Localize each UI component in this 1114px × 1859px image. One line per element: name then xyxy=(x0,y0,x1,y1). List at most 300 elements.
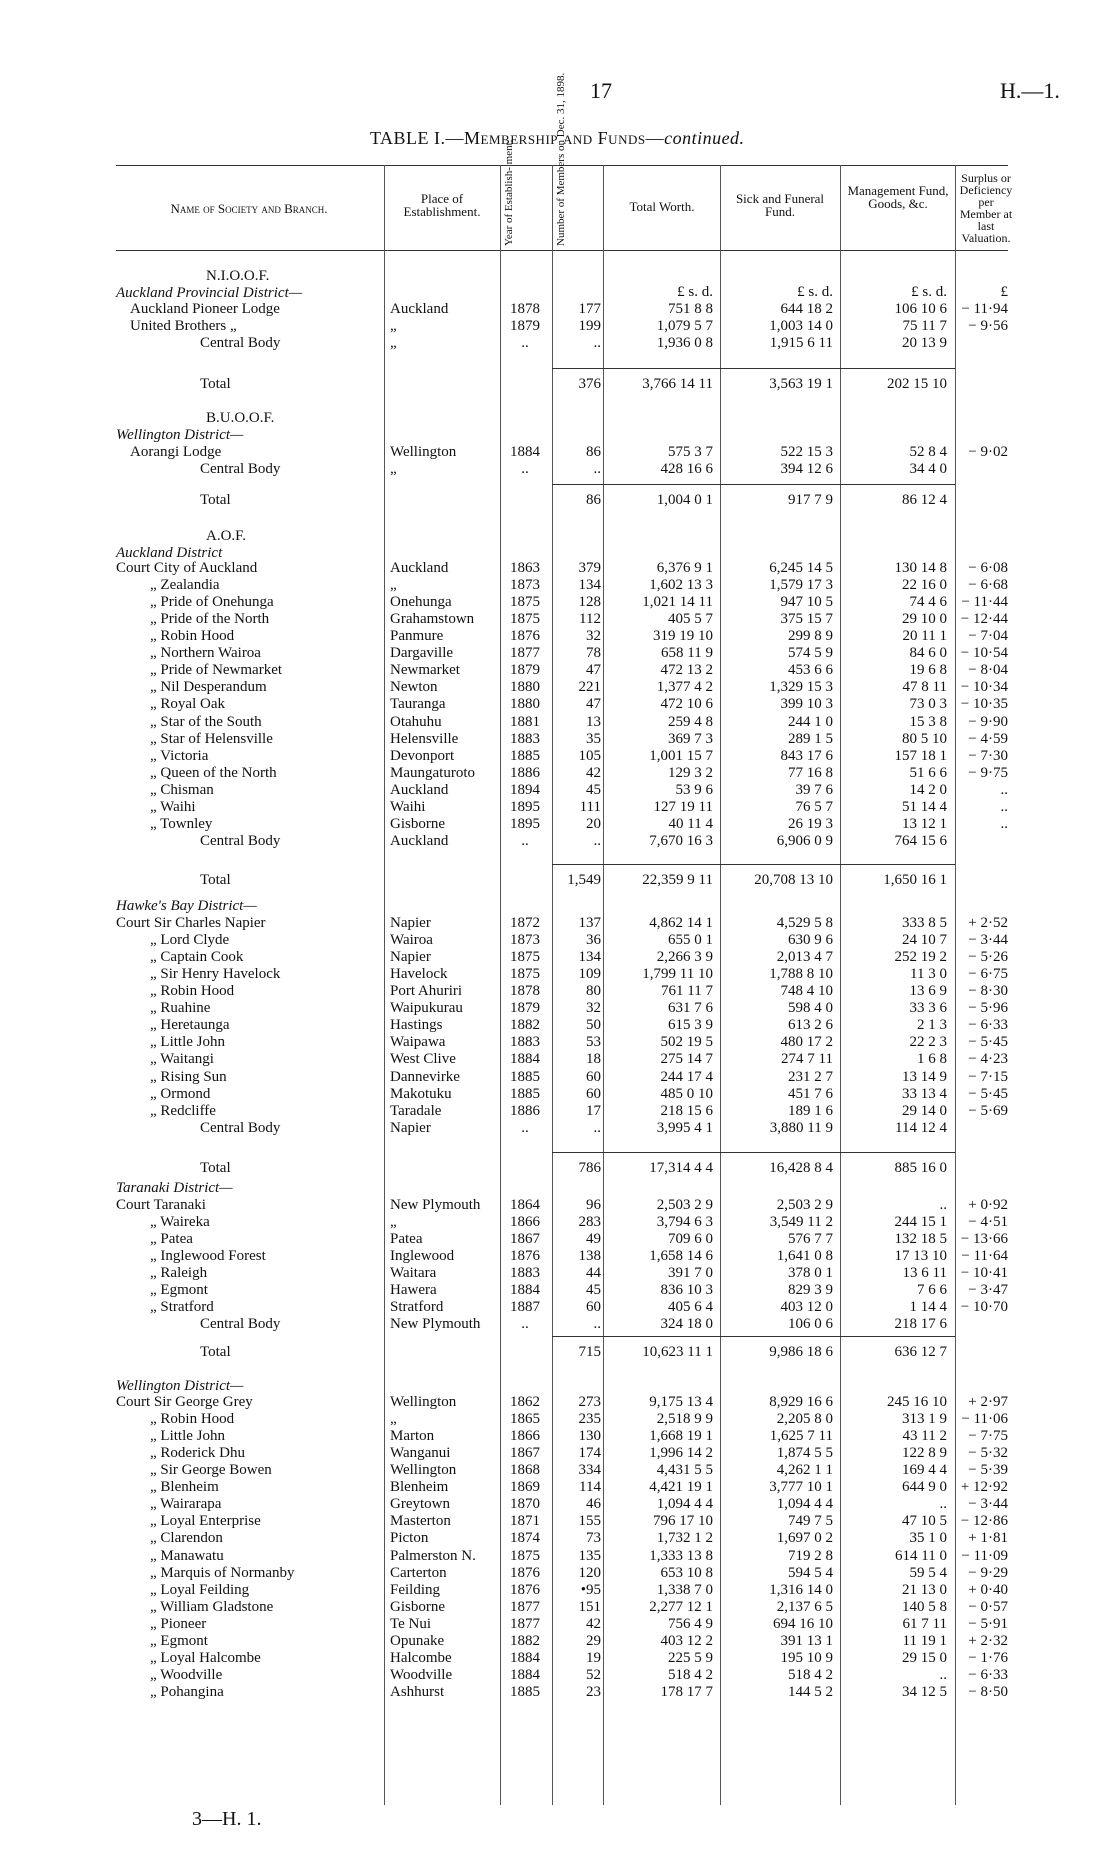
year-established: 1878 xyxy=(510,301,540,317)
member-count: 60 xyxy=(586,1069,601,1085)
member-count: 60 xyxy=(586,1299,601,1315)
branch-name: Court Taranaki xyxy=(116,1197,206,1213)
table-row xyxy=(0,1530,1114,1547)
sick-funeral-fund: 1,316 14 0 xyxy=(769,1582,833,1598)
surplus-deficiency: − 5·39 xyxy=(968,1462,1008,1478)
year-established: 1875 xyxy=(510,611,540,627)
surplus-deficiency: − 5·45 xyxy=(968,1034,1008,1050)
management-fund: 19 6 8 xyxy=(909,662,947,678)
surplus-deficiency: − 8·04 xyxy=(968,662,1008,678)
branch-name: „ Victoria xyxy=(150,748,209,764)
management-fund: 33 3 6 xyxy=(909,1000,947,1016)
total-worth: 324 18 0 xyxy=(660,1316,713,1332)
year-established: 1882 xyxy=(510,1633,540,1649)
total-worth-sum: 1,004 0 1 xyxy=(656,492,713,508)
total-row xyxy=(0,492,1114,509)
sick-funeral-fund: 843 17 6 xyxy=(780,748,833,764)
total-worth: 1,079 5 7 xyxy=(656,318,713,334)
branch-name: „ Woodville xyxy=(150,1667,223,1683)
surplus-deficiency: − 6·08 xyxy=(968,560,1008,576)
management-fund: 7 6 6 xyxy=(917,1282,947,1298)
establishment-place: Auckland xyxy=(390,833,449,849)
col-header-total-worth: Total Worth. xyxy=(629,199,695,214)
year-established: 1886 xyxy=(510,1103,540,1119)
management-fund: 252 19 2 xyxy=(894,949,947,965)
year-established: 1884 xyxy=(510,1051,540,1067)
table-row xyxy=(0,594,1114,611)
total-worth: 1,936 0 8 xyxy=(656,335,713,351)
branch-name: „ Pride of Onehunga xyxy=(150,594,274,610)
table-row xyxy=(0,645,1114,662)
management-fund: 75 11 7 xyxy=(902,318,947,334)
sick-funeral-fund: 1,625 7 11 xyxy=(769,1428,833,1444)
management-fund: 21 13 0 xyxy=(902,1582,947,1598)
total-worth: 653 10 8 xyxy=(660,1565,713,1581)
member-count: 130 xyxy=(578,1428,601,1444)
surplus-deficiency: − 3·44 xyxy=(968,1496,1008,1512)
establishment-place: Wellington xyxy=(390,1462,457,1478)
establishment-place: Wairoa xyxy=(390,932,433,948)
surplus-deficiency: − 10·41 xyxy=(960,1265,1008,1281)
year-established: 1879 xyxy=(510,1000,540,1016)
sick-funeral-fund: 598 4 0 xyxy=(788,1000,833,1016)
surplus-deficiency: − 6·68 xyxy=(968,577,1008,593)
total-row xyxy=(0,1344,1114,1361)
branch-name: „ Roderick Dhu xyxy=(150,1445,245,1461)
sick-funeral-fund: 195 10 9 xyxy=(780,1650,833,1666)
establishment-place: Palmerston N. xyxy=(390,1548,476,1564)
sick-funeral-fund: 480 17 2 xyxy=(780,1034,833,1050)
sick-funeral-fund: 4,262 1 1 xyxy=(776,1462,833,1478)
table-row xyxy=(0,1548,1114,1565)
sick-funeral-fund: 26 19 3 xyxy=(788,816,833,832)
total-worth: 4,862 14 1 xyxy=(649,915,713,931)
branch-name: „ Star of the South xyxy=(150,714,262,730)
branch-name: „ Sir Henry Havelock xyxy=(150,966,281,982)
sick-funeral-fund: 719 2 8 xyxy=(788,1548,833,1564)
total-members: 1,549 xyxy=(567,872,601,888)
sick-funeral-fund: 144 5 2 xyxy=(788,1684,833,1700)
management-fund: 20 13 9 xyxy=(902,335,947,351)
establishment-place: New Plymouth xyxy=(390,1197,481,1213)
year-established: 1875 xyxy=(510,966,540,982)
establishment-place: Taradale xyxy=(390,1103,442,1119)
surplus-deficiency: − 5·91 xyxy=(968,1616,1008,1632)
management-fund: 122 8 9 xyxy=(902,1445,947,1461)
table-row xyxy=(0,318,1114,335)
total-worth: 1,658 14 6 xyxy=(649,1248,713,1264)
table-row xyxy=(0,1496,1114,1513)
total-worth: 615 3 9 xyxy=(668,1017,713,1033)
management-fund: 313 1 9 xyxy=(902,1411,947,1427)
branch-name: „ Royal Oak xyxy=(150,696,225,712)
establishment-place: Greytown xyxy=(390,1496,450,1512)
establishment-place: Helensville xyxy=(390,731,459,747)
year-established: 1876 xyxy=(510,1582,540,1598)
establishment-place: New Plymouth xyxy=(390,1316,481,1332)
sick-funeral-fund: 403 12 0 xyxy=(780,1299,833,1315)
table-row xyxy=(0,1248,1114,1265)
member-count: 35 xyxy=(586,731,601,747)
total-worth-sum: 10,623 11 1 xyxy=(642,1344,713,1360)
management-fund: 22 16 0 xyxy=(902,577,947,593)
member-count: 42 xyxy=(586,765,601,781)
establishment-place: Te Nui xyxy=(390,1616,432,1632)
table-row xyxy=(0,628,1114,645)
surplus-deficiency: + 2·97 xyxy=(968,1394,1008,1410)
establishment-place: Ashhurst xyxy=(390,1684,445,1700)
surplus-deficiency: − 11·44 xyxy=(961,594,1008,610)
establishment-place: Waipawa xyxy=(390,1034,446,1050)
year-established: 1895 xyxy=(510,816,540,832)
col-header-name: Name of Society and Branch. xyxy=(170,201,328,216)
total-worth: 1,001 15 7 xyxy=(649,748,713,764)
table-row xyxy=(0,1513,1114,1530)
total-worth: 2,266 3 9 xyxy=(656,949,713,965)
sick-fund-sum: 20,708 13 10 xyxy=(754,872,833,888)
table-row xyxy=(0,1265,1114,1282)
total-worth-sum: 3,766 14 11 xyxy=(642,376,713,392)
total-worth: 9,175 13 4 xyxy=(649,1394,713,1410)
total-row xyxy=(0,872,1114,889)
year-established: 1877 xyxy=(510,1599,540,1615)
establishment-place: „ xyxy=(390,461,397,477)
sick-funeral-fund: 6,245 14 5 xyxy=(769,560,833,576)
table-row xyxy=(0,1231,1114,1248)
establishment-place: Dargaville xyxy=(390,645,454,661)
member-count: 23 xyxy=(586,1684,601,1700)
member-count: 13 xyxy=(586,714,601,730)
total-row xyxy=(0,1160,1114,1177)
table-row xyxy=(0,748,1114,765)
establishment-place: Havelock xyxy=(390,966,448,982)
year-established: 1873 xyxy=(510,577,540,593)
member-count: 53 xyxy=(586,1034,601,1050)
establishment-place: „ xyxy=(390,318,397,334)
total-worth: 709 6 0 xyxy=(668,1231,713,1247)
surplus-deficiency: − 0·57 xyxy=(968,1599,1008,1615)
year-established: 1879 xyxy=(510,318,540,334)
management-fund: 24 10 7 xyxy=(902,932,947,948)
sick-funeral-fund: 189 1 6 xyxy=(788,1103,833,1119)
surplus-deficiency: − 11·64 xyxy=(961,1248,1008,1264)
management-fund: 29 10 0 xyxy=(902,611,947,627)
sick-funeral-fund: 77 16 8 xyxy=(788,765,833,781)
total-worth: 631 7 6 xyxy=(668,1000,713,1016)
member-count: •95 xyxy=(580,1582,601,1598)
member-count: 49 xyxy=(586,1231,601,1247)
surplus-deficiency: − 3·47 xyxy=(968,1282,1008,1298)
management-fund: 11 3 0 xyxy=(910,966,947,982)
management-fund: 17 13 10 xyxy=(894,1248,947,1264)
establishment-place: Stratford xyxy=(390,1299,444,1315)
year-established: 1885 xyxy=(510,1069,540,1085)
management-fund: 59 5 4 xyxy=(909,1565,947,1581)
total-worth: 1,333 13 8 xyxy=(649,1548,713,1564)
total-worth: 391 7 0 xyxy=(668,1265,713,1281)
table-row xyxy=(0,461,1114,478)
total-worth: 756 4 9 xyxy=(668,1616,713,1632)
district-heading xyxy=(0,898,1114,915)
society-name: N.I.O.O.F. xyxy=(206,268,270,284)
total-row xyxy=(0,376,1114,393)
surplus-deficiency: − 4·59 xyxy=(968,731,1008,747)
sick-funeral-fund: 749 7 5 xyxy=(788,1513,833,1529)
total-worth: 405 6 4 xyxy=(668,1299,713,1315)
branch-name: Central Body xyxy=(200,1316,281,1332)
year-established: 1880 xyxy=(510,679,540,695)
total-worth: 2,503 2 9 xyxy=(656,1197,713,1213)
branch-name: „ Blenheim xyxy=(150,1479,219,1495)
branch-name: „ Captain Cook xyxy=(150,949,244,965)
member-count: 221 xyxy=(578,679,601,695)
member-count: 36 xyxy=(586,932,601,948)
management-fund: 47 8 11 xyxy=(902,679,947,695)
table-title-main: TABLE I.—Membership and Funds— xyxy=(370,128,665,148)
member-count: 46 xyxy=(586,1496,601,1512)
sick-funeral-fund: 1,329 15 3 xyxy=(769,679,833,695)
branch-name: „ Loyal Halcombe xyxy=(150,1650,261,1666)
table-row xyxy=(0,1316,1114,1333)
branch-name: „ Waihi xyxy=(150,799,196,815)
table-row xyxy=(0,1445,1114,1462)
branch-name: „ Marquis of Normanby xyxy=(150,1565,295,1581)
establishment-place: Makotuku xyxy=(390,1086,452,1102)
branch-name: „ Robin Hood xyxy=(150,1411,235,1427)
sick-funeral-fund: 289 1 5 xyxy=(788,731,833,747)
surplus-deficiency: + 12·92 xyxy=(960,1479,1008,1495)
management-fund: 644 9 0 xyxy=(902,1479,947,1495)
establishment-place: Picton xyxy=(390,1530,429,1546)
member-count: 105 xyxy=(578,748,601,764)
year-established: 1880 xyxy=(510,696,540,712)
total-worth: 129 3 2 xyxy=(668,765,713,781)
branch-name: „ Pohangina xyxy=(150,1684,224,1700)
management-fund: 80 5 10 xyxy=(902,731,947,747)
management-fund: 51 14 4 xyxy=(902,799,947,815)
establishment-place: „ xyxy=(390,577,397,593)
management-fund: .. xyxy=(939,1197,947,1213)
management-fund: 140 5 8 xyxy=(902,1599,947,1615)
branch-name: Central Body xyxy=(200,461,281,477)
table-row xyxy=(0,1462,1114,1479)
establishment-place: Napier xyxy=(390,949,431,965)
establishment-place: Newmarket xyxy=(390,662,460,678)
member-count: 199 xyxy=(578,318,601,334)
management-fund: 333 8 5 xyxy=(902,915,947,931)
table-row xyxy=(0,1599,1114,1616)
total-worth: 1,094 4 4 xyxy=(656,1496,713,1512)
total-worth: 658 11 9 xyxy=(661,645,713,661)
table-row xyxy=(0,662,1114,679)
society-heading xyxy=(0,268,1114,285)
year-established: 1894 xyxy=(510,782,540,798)
total-worth: 225 5 9 xyxy=(668,1650,713,1666)
management-fund: 169 4 4 xyxy=(902,1462,947,1478)
sick-funeral-fund: 3,880 11 9 xyxy=(769,1120,833,1136)
member-count: 52 xyxy=(586,1667,601,1683)
surplus-deficiency: − 4·23 xyxy=(968,1051,1008,1067)
branch-name: „ Egmont xyxy=(150,1282,208,1298)
table-row xyxy=(0,1017,1114,1034)
management-fund: 20 11 1 xyxy=(902,628,947,644)
surplus-deficiency: − 8·30 xyxy=(968,983,1008,999)
sick-funeral-fund: 378 0 1 xyxy=(788,1265,833,1281)
member-count: 44 xyxy=(586,1265,601,1281)
member-count: 45 xyxy=(586,1282,601,1298)
society-name: A.O.F. xyxy=(206,528,247,544)
society-heading xyxy=(0,410,1114,427)
sick-fund-sum: 917 7 9 xyxy=(788,492,833,508)
establishment-place: Napier xyxy=(390,915,431,931)
establishment-place: Panmure xyxy=(390,628,444,644)
member-count: 60 xyxy=(586,1086,601,1102)
year-established: 1875 xyxy=(510,594,540,610)
sick-funeral-fund: 244 1 0 xyxy=(788,714,833,730)
table-row xyxy=(0,1394,1114,1411)
sick-funeral-fund: 576 7 7 xyxy=(788,1231,833,1247)
sick-funeral-fund: 1,788 8 10 xyxy=(769,966,833,982)
year-established: 1884 xyxy=(510,1650,540,1666)
management-fund: 218 17 6 xyxy=(894,1316,947,1332)
year-established: 1878 xyxy=(510,983,540,999)
management-fund: 13 14 9 xyxy=(902,1069,947,1085)
establishment-place: Wellington xyxy=(390,444,457,460)
footer-code: 3—H. 1. xyxy=(192,1808,262,1830)
management-fund: 14 2 0 xyxy=(909,782,947,798)
year-established: 1867 xyxy=(510,1231,540,1247)
total-worth: 1,602 13 3 xyxy=(649,577,713,593)
establishment-place: Wellington xyxy=(390,1394,457,1410)
table-row xyxy=(0,1479,1114,1496)
unit-lsd: £ s. d. xyxy=(677,284,713,300)
sick-funeral-fund: 299 8 9 xyxy=(788,628,833,644)
table-row xyxy=(0,1411,1114,1428)
table-row xyxy=(0,560,1114,577)
member-count: 47 xyxy=(586,662,601,678)
surplus-deficiency: − 1·76 xyxy=(968,1650,1008,1666)
establishment-place: Napier xyxy=(390,1120,431,1136)
sick-fund-sum: 16,428 8 4 xyxy=(769,1160,833,1176)
year-established: 1882 xyxy=(510,1017,540,1033)
total-worth: 4,431 5 5 xyxy=(656,1462,713,1478)
surplus-deficiency: − 9·90 xyxy=(968,714,1008,730)
document-code: H.—1. xyxy=(1000,78,1060,103)
member-count: 111 xyxy=(579,799,601,815)
surplus-deficiency: − 6·33 xyxy=(968,1017,1008,1033)
year-established: 1869 xyxy=(510,1479,540,1495)
surplus-deficiency: − 12·44 xyxy=(960,611,1008,627)
total-worth: 4,421 19 1 xyxy=(649,1479,713,1495)
unit-lsd: £ s. d. xyxy=(797,284,833,300)
member-count: 137 xyxy=(578,915,601,931)
sick-funeral-fund: 6,906 0 9 xyxy=(776,833,833,849)
year-established: 1883 xyxy=(510,1265,540,1281)
total-worth: 1,021 14 11 xyxy=(642,594,713,610)
total-worth: 1,732 1 2 xyxy=(656,1530,713,1546)
surplus-deficiency: + 2·52 xyxy=(968,915,1008,931)
society-name: B.U.O.O.F. xyxy=(206,410,275,426)
establishment-place: West Clive xyxy=(390,1051,456,1067)
total-worth: 502 19 5 xyxy=(660,1034,713,1050)
establishment-place: Port Ahuriri xyxy=(390,983,463,999)
member-count: .. xyxy=(593,461,601,477)
member-count: 86 xyxy=(586,444,601,460)
district-name: Taranaki District— xyxy=(116,1180,233,1196)
management-fund-sum: 1,650 16 1 xyxy=(883,872,947,888)
total-worth: 403 12 2 xyxy=(660,1633,713,1649)
total-worth: 1,338 7 0 xyxy=(656,1582,713,1598)
table-row xyxy=(0,1684,1114,1701)
year-established: 1879 xyxy=(510,662,540,678)
col-header-members: Number of Members on Dec. 31, 1898. xyxy=(555,72,567,246)
table-row xyxy=(0,1034,1114,1051)
table-row xyxy=(0,335,1114,352)
establishment-place: Gisborne xyxy=(390,1599,445,1615)
establishment-place: Hawera xyxy=(390,1282,437,1298)
total-label: Total xyxy=(200,376,231,392)
establishment-place: „ xyxy=(390,1411,397,1427)
member-count: 174 xyxy=(578,1445,601,1461)
member-count: 73 xyxy=(586,1530,601,1546)
col-header-year: Year of Establish- ment. xyxy=(503,139,515,246)
management-fund: 13 6 11 xyxy=(902,1265,947,1281)
district-name: Wellington District— xyxy=(116,1378,244,1394)
sick-funeral-fund: 394 12 6 xyxy=(780,461,833,477)
sick-funeral-fund: 518 4 2 xyxy=(788,1667,833,1683)
total-worth: 1,668 19 1 xyxy=(649,1428,713,1444)
table-row xyxy=(0,949,1114,966)
col-header-sick-fund: Sick and Funeral Fund. xyxy=(735,191,825,219)
surplus-deficiency: − 7·30 xyxy=(968,748,1008,764)
sick-funeral-fund: 2,137 6 5 xyxy=(776,1599,833,1615)
branch-name: Central Body xyxy=(200,1120,281,1136)
management-fund-sum: 636 12 7 xyxy=(894,1344,947,1360)
branch-name: „ William Gladstone xyxy=(150,1599,274,1615)
branch-name: „ Zealandia xyxy=(150,577,220,593)
year-established: 1866 xyxy=(510,1428,540,1444)
table-row xyxy=(0,1633,1114,1650)
surplus-deficiency: + 0·40 xyxy=(968,1582,1008,1598)
branch-name: „ Robin Hood xyxy=(150,628,235,644)
total-worth: 1,996 14 2 xyxy=(649,1445,713,1461)
management-fund-sum: 202 15 10 xyxy=(887,376,947,392)
branch-name: „ Waireka xyxy=(150,1214,210,1230)
surplus-deficiency: − 9·29 xyxy=(968,1565,1008,1581)
management-fund: 52 8 4 xyxy=(909,444,947,460)
district-name: Wellington District— xyxy=(116,427,244,443)
establishment-place: Marton xyxy=(390,1428,435,1444)
sick-funeral-fund: 231 2 7 xyxy=(788,1069,833,1085)
table-row xyxy=(0,1282,1114,1299)
total-worth: 836 10 3 xyxy=(660,1282,713,1298)
col-header-place: Place of Establishment. xyxy=(403,191,481,219)
table-row xyxy=(0,1000,1114,1017)
year-established: 1865 xyxy=(510,1411,540,1427)
table-row xyxy=(0,1086,1114,1103)
management-fund: 764 15 6 xyxy=(894,833,947,849)
management-fund: 13 12 1 xyxy=(902,816,947,832)
surplus-deficiency: − 5·32 xyxy=(968,1445,1008,1461)
member-count: 78 xyxy=(586,645,601,661)
year-established: 1885 xyxy=(510,748,540,764)
total-worth: 259 4 8 xyxy=(668,714,713,730)
branch-name: „ Inglewood Forest xyxy=(150,1248,266,1264)
sick-funeral-fund: 1,094 4 4 xyxy=(776,1496,833,1512)
sick-funeral-fund: 2,503 2 9 xyxy=(776,1197,833,1213)
sick-fund-sum: 9,986 18 6 xyxy=(769,1344,833,1360)
management-fund: 1 6 8 xyxy=(917,1051,947,1067)
